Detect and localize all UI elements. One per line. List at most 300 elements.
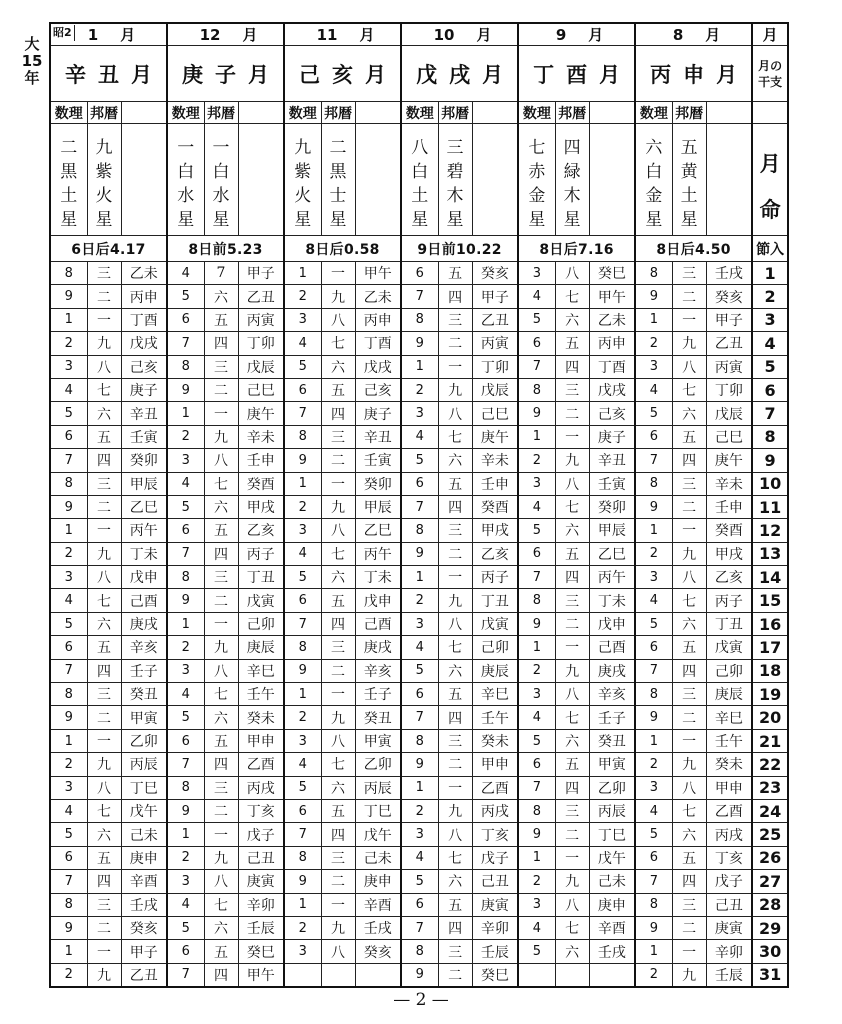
day-row [50, 378, 788, 401]
day-kanshi-cell: 壬戌 [589, 940, 635, 963]
col-header-suri: 数理 [518, 102, 555, 124]
day-houreki-cell [321, 963, 355, 986]
day-kanshi-cell: 辛酉 [355, 893, 401, 916]
era-label: 昭2 [53, 25, 75, 41]
month-kanshi-text: 戊戌月 [416, 61, 516, 87]
day-kanshi-cell: 丙辰 [121, 753, 167, 776]
day-suri-cell: 2 [518, 870, 555, 893]
star-houreki: 九紫火星 [95, 137, 113, 230]
day-houreki-cell: 八 [672, 776, 706, 799]
day-suri-cell: 1 [50, 940, 87, 963]
day-houreki-cell: 七 [204, 683, 238, 706]
day-kanshi-cell: 辛亥 [589, 683, 635, 706]
day-suri-cell: 3 [284, 519, 321, 542]
day-suri-cell: 1 [50, 519, 87, 542]
day-houreki-cell: 三 [321, 636, 355, 659]
day-suri-cell: 9 [284, 659, 321, 682]
day-suri-cell: 3 [167, 870, 204, 893]
day-houreki-cell: 七 [87, 589, 121, 612]
day-kanshi-cell: 乙酉 [472, 776, 518, 799]
day-row [50, 940, 788, 963]
day-houreki-cell: 四 [438, 285, 472, 308]
day-suri-cell: 5 [50, 823, 87, 846]
day-kanshi-cell: 癸亥 [121, 916, 167, 939]
day-suri-cell: 6 [401, 893, 438, 916]
day-kanshi-cell: 庚戌 [121, 612, 167, 635]
day-houreki-cell: 五 [672, 425, 706, 448]
day-suri-cell: 7 [635, 659, 672, 682]
col-header-blank [706, 102, 752, 124]
day-kanshi-cell: 辛巳 [238, 659, 284, 682]
day-kanshi-cell: 戊寅 [706, 636, 752, 659]
day-suri-cell: 9 [50, 706, 87, 729]
day-suri-cell: 1 [518, 846, 555, 869]
day-kanshi-cell: 壬子 [589, 706, 635, 729]
day-kanshi-cell: 丁未 [355, 566, 401, 589]
day-number: 7 [752, 402, 788, 425]
day-suri-cell: 2 [635, 332, 672, 355]
day-suri-cell: 2 [635, 963, 672, 986]
day-kanshi-cell: 壬子 [355, 683, 401, 706]
day-suri-cell: 2 [50, 542, 87, 565]
day-suri-cell: 6 [284, 378, 321, 401]
day-suri-cell: 8 [284, 846, 321, 869]
day-suri-cell: 2 [401, 589, 438, 612]
day-kanshi-cell: 壬寅 [589, 472, 635, 495]
col-header-blank [472, 102, 518, 124]
day-houreki-cell: 九 [204, 846, 238, 869]
day-houreki-cell: 四 [438, 706, 472, 729]
day-suri-cell: 9 [518, 402, 555, 425]
day-kanshi-cell: 己巳 [706, 425, 752, 448]
day-kanshi-cell: 庚子 [589, 425, 635, 448]
day-number: 25 [752, 823, 788, 846]
day-suri-cell: 4 [167, 472, 204, 495]
day-houreki-cell: 二 [555, 612, 589, 635]
day-houreki-cell: 二 [204, 378, 238, 401]
day-houreki-cell: 三 [87, 893, 121, 916]
day-suri-cell: 8 [50, 472, 87, 495]
day-kanshi-cell: 己巳 [472, 402, 518, 425]
day-suri-cell: 3 [518, 893, 555, 916]
day-houreki-cell: 三 [204, 566, 238, 589]
day-kanshi-cell: 癸巳 [589, 262, 635, 285]
day-houreki-cell: 六 [321, 566, 355, 589]
day-houreki-cell: 七 [555, 285, 589, 308]
day-number: 28 [752, 893, 788, 916]
day-kanshi-cell: 辛亥 [355, 659, 401, 682]
day-houreki-cell: 八 [672, 566, 706, 589]
day-row [50, 308, 788, 331]
day-suri-cell: 9 [401, 963, 438, 986]
day-suri-cell: 6 [401, 262, 438, 285]
day-suri-cell: 4 [167, 262, 204, 285]
day-suri-cell: 9 [635, 495, 672, 518]
day-kanshi-cell: 乙丑 [238, 285, 284, 308]
col-header-blank [589, 102, 635, 124]
day-houreki-cell: 四 [672, 870, 706, 893]
month-number: 8 [672, 26, 684, 44]
day-kanshi-cell: 甲子 [121, 940, 167, 963]
day-suri-cell: 9 [167, 378, 204, 401]
day-kanshi-cell: 丙申 [589, 332, 635, 355]
day-houreki-cell: 一 [87, 519, 121, 542]
day-suri-cell: 7 [401, 916, 438, 939]
day-houreki-cell: 五 [204, 308, 238, 331]
month-kanshi [284, 46, 401, 102]
day-number: 11 [752, 495, 788, 518]
day-suri-cell: 5 [284, 776, 321, 799]
day-kanshi-cell: 乙未 [589, 308, 635, 331]
day-suri-cell: 9 [167, 799, 204, 822]
month-suffix: 月 [359, 26, 375, 44]
star-suri-cell [50, 124, 87, 236]
month-header [518, 23, 635, 46]
day-suri-cell: 5 [284, 355, 321, 378]
setsuiri-row [50, 236, 788, 262]
day-suri-cell: 4 [401, 636, 438, 659]
day-houreki-cell: 四 [87, 870, 121, 893]
day-houreki-cell: 八 [555, 893, 589, 916]
day-row [50, 893, 788, 916]
day-houreki-cell: 一 [672, 308, 706, 331]
day-kanshi-cell: 己亥 [355, 378, 401, 401]
day-suri-cell: 4 [50, 378, 87, 401]
day-kanshi-cell: 辛丑 [355, 425, 401, 448]
day-kanshi-cell: 壬寅 [121, 425, 167, 448]
month-kanshi-text: 庚子月 [182, 61, 282, 87]
star-suri: 二黒土星 [60, 137, 78, 230]
day-kanshi-cell: 癸酉 [472, 495, 518, 518]
day-houreki-cell: 二 [555, 823, 589, 846]
day-kanshi-cell: 戊申 [589, 612, 635, 635]
month-kanshi [635, 46, 752, 102]
day-kanshi-cell [589, 963, 635, 986]
day-suri-cell: 7 [167, 753, 204, 776]
day-suri-cell: 1 [635, 729, 672, 752]
day-suri-cell: 7 [518, 776, 555, 799]
day-houreki-cell: 五 [87, 425, 121, 448]
star-suri: 九紫火星 [294, 137, 312, 230]
day-suri-cell: 5 [401, 870, 438, 893]
day-number: 18 [752, 659, 788, 682]
day-kanshi-cell: 戊午 [121, 799, 167, 822]
month-kanshi-text: 丁酉月 [533, 61, 633, 87]
almanac-table [49, 22, 789, 988]
day-suri-cell: 9 [518, 612, 555, 635]
day-houreki-cell: 三 [672, 683, 706, 706]
day-kanshi-cell: 乙酉 [706, 799, 752, 822]
day-kanshi-cell: 庚戌 [589, 659, 635, 682]
day-kanshi-cell: 辛酉 [121, 870, 167, 893]
day-row [50, 495, 788, 518]
day-kanshi-cell: 乙卯 [121, 729, 167, 752]
day-suri-cell: 1 [635, 940, 672, 963]
day-row [50, 753, 788, 776]
day-suri-cell: 3 [401, 612, 438, 635]
day-houreki-cell: 六 [321, 355, 355, 378]
day-suri-cell: 9 [401, 542, 438, 565]
day-suri-cell: 5 [167, 285, 204, 308]
day-suri-cell: 7 [401, 285, 438, 308]
day-houreki-cell: 四 [204, 542, 238, 565]
star-houreki-cell [555, 124, 589, 236]
day-kanshi-cell: 庚子 [121, 378, 167, 401]
star-houreki-cell [438, 124, 472, 236]
day-kanshi-cell: 甲午 [589, 285, 635, 308]
day-suri-cell: 2 [401, 799, 438, 822]
day-kanshi-cell: 丙寅 [472, 332, 518, 355]
day-kanshi-cell: 甲子 [472, 285, 518, 308]
day-houreki-cell: 四 [672, 449, 706, 472]
day-kanshi-cell: 辛卯 [472, 916, 518, 939]
day-houreki-cell: 二 [438, 332, 472, 355]
day-suri-cell: 5 [50, 402, 87, 425]
day-suri-cell: 4 [635, 589, 672, 612]
day-suri-cell: 3 [401, 402, 438, 425]
day-kanshi-cell: 戊辰 [706, 402, 752, 425]
day-kanshi-cell: 辛巳 [706, 706, 752, 729]
day-number: 30 [752, 940, 788, 963]
day-kanshi-cell: 丁亥 [706, 846, 752, 869]
day-suri-cell: 2 [284, 706, 321, 729]
month-number: 11 [316, 26, 338, 44]
day-kanshi-cell: 丙寅 [238, 308, 284, 331]
day-kanshi-cell: 辛丑 [121, 402, 167, 425]
day-houreki-cell: 一 [672, 940, 706, 963]
day-kanshi-cell: 庚寅 [238, 870, 284, 893]
day-houreki-cell: 九 [321, 495, 355, 518]
day-houreki-cell: 八 [204, 870, 238, 893]
star-houreki-cell [87, 124, 121, 236]
day-rows [50, 262, 788, 987]
day-kanshi-cell: 癸未 [472, 729, 518, 752]
day-suri-cell: 2 [50, 332, 87, 355]
col-header-houreki: 邦暦 [672, 102, 706, 124]
day-kanshi-cell: 戊戌 [355, 355, 401, 378]
month-suffix: 月 [120, 26, 136, 44]
day-kanshi-cell: 戊申 [355, 589, 401, 612]
day-houreki-cell: 八 [321, 940, 355, 963]
day-kanshi-cell: 己卯 [238, 612, 284, 635]
star-suri: 六白金星 [645, 137, 663, 230]
day-suri-cell: 1 [401, 776, 438, 799]
col-header-houreki: 邦暦 [87, 102, 121, 124]
day-kanshi-cell: 己酉 [589, 636, 635, 659]
day-kanshi-cell: 己亥 [121, 355, 167, 378]
day-kanshi-cell: 癸未 [706, 753, 752, 776]
day-suri-cell: 3 [50, 566, 87, 589]
day-kanshi-cell: 庚辰 [238, 636, 284, 659]
day-kanshi-cell: 辛丑 [589, 449, 635, 472]
day-suri-cell: 1 [401, 355, 438, 378]
day-number: 27 [752, 870, 788, 893]
day-kanshi-cell: 丁丑 [706, 612, 752, 635]
day-houreki-cell: 九 [204, 425, 238, 448]
day-kanshi-cell: 戊午 [355, 823, 401, 846]
day-houreki-cell: 一 [555, 846, 589, 869]
day-houreki-cell: 五 [87, 846, 121, 869]
setsuiri-value: 8日前5.23 [167, 236, 284, 262]
day-houreki-cell: 二 [672, 495, 706, 518]
day-houreki-cell: 七 [204, 472, 238, 495]
day-kanshi-cell: 甲子 [706, 308, 752, 331]
day-number: 21 [752, 729, 788, 752]
day-suri-cell: 9 [50, 495, 87, 518]
day-kanshi-cell: 甲申 [238, 729, 284, 752]
col-header-suri: 数理 [50, 102, 87, 124]
day-suri-cell: 7 [401, 495, 438, 518]
day-houreki-cell: 七 [555, 916, 589, 939]
day-suri-cell: 1 [284, 683, 321, 706]
kanshi-row [50, 46, 788, 102]
day-row [50, 285, 788, 308]
day-houreki-cell: 七 [321, 753, 355, 776]
star-suri-cell [635, 124, 672, 236]
day-suri-cell: 4 [518, 495, 555, 518]
day-kanshi-cell: 壬午 [472, 706, 518, 729]
day-houreki-cell: 五 [204, 519, 238, 542]
day-suri-cell: 6 [167, 729, 204, 752]
star-blank-cell [355, 124, 401, 236]
day-kanshi-cell: 丁巳 [589, 823, 635, 846]
day-houreki-cell: 六 [87, 402, 121, 425]
right-setsuiri-label: 節入 [752, 236, 788, 262]
day-suri-cell: 6 [167, 519, 204, 542]
day-kanshi-cell: 甲寅 [121, 706, 167, 729]
day-houreki-cell: 九 [87, 332, 121, 355]
day-kanshi-cell: 己酉 [355, 612, 401, 635]
day-houreki-cell: 三 [438, 519, 472, 542]
day-houreki-cell: 三 [438, 940, 472, 963]
day-kanshi-cell: 己丑 [238, 846, 284, 869]
day-suri-cell: 9 [284, 449, 321, 472]
star-suri-cell [401, 124, 438, 236]
day-houreki-cell: 五 [204, 729, 238, 752]
day-number: 23 [752, 776, 788, 799]
day-kanshi-cell: 丁酉 [121, 308, 167, 331]
day-houreki-cell: 五 [672, 846, 706, 869]
day-houreki-cell: 八 [438, 612, 472, 635]
day-houreki-cell: 一 [672, 729, 706, 752]
day-suri-cell: 9 [401, 332, 438, 355]
day-kanshi-cell: 癸巳 [238, 940, 284, 963]
star-suri-cell [167, 124, 204, 236]
day-houreki-cell: 五 [321, 589, 355, 612]
col-header-houreki: 邦暦 [555, 102, 589, 124]
month-kanshi-text: 丙申月 [650, 61, 750, 87]
day-houreki-cell: 五 [438, 683, 472, 706]
day-kanshi-cell: 乙卯 [589, 776, 635, 799]
day-row [50, 846, 788, 869]
day-kanshi-cell: 己亥 [589, 402, 635, 425]
day-houreki-cell: 八 [555, 472, 589, 495]
day-houreki-cell: 五 [321, 799, 355, 822]
day-kanshi-cell: 乙未 [121, 262, 167, 285]
star-houreki: 二黒士星 [329, 137, 347, 230]
day-kanshi-cell: 己卯 [472, 636, 518, 659]
day-houreki-cell: 三 [321, 846, 355, 869]
day-suri-cell: 3 [284, 940, 321, 963]
day-suri-cell: 2 [50, 963, 87, 986]
day-houreki-cell: 八 [87, 566, 121, 589]
day-number: 3 [752, 308, 788, 331]
day-kanshi-cell: 乙丑 [706, 332, 752, 355]
day-houreki-cell: 八 [555, 262, 589, 285]
day-kanshi-cell: 甲午 [238, 963, 284, 986]
day-kanshi-cell: 丁卯 [472, 355, 518, 378]
day-houreki-cell: 二 [204, 799, 238, 822]
day-row [50, 729, 788, 752]
day-kanshi-cell: 乙巳 [121, 495, 167, 518]
day-suri-cell: 4 [167, 683, 204, 706]
day-houreki-cell: 九 [87, 542, 121, 565]
day-houreki-cell: 四 [438, 916, 472, 939]
day-row [50, 612, 788, 635]
day-houreki-cell: 三 [87, 683, 121, 706]
day-suri-cell: 7 [50, 659, 87, 682]
day-kanshi-cell: 戊戌 [121, 332, 167, 355]
day-suri-cell: 4 [167, 893, 204, 916]
day-houreki-cell: 一 [204, 402, 238, 425]
day-number: 29 [752, 916, 788, 939]
month-suffix: 月 [476, 26, 492, 44]
day-kanshi-cell: 丙辰 [589, 799, 635, 822]
day-suri-cell: 5 [635, 612, 672, 635]
day-suri-cell: 2 [518, 659, 555, 682]
day-kanshi-cell: 庚子 [355, 402, 401, 425]
day-suri-cell: 1 [284, 893, 321, 916]
day-houreki-cell: 二 [438, 753, 472, 776]
day-suri-cell: 9 [635, 916, 672, 939]
month-kanshi [167, 46, 284, 102]
day-houreki-cell: 一 [87, 940, 121, 963]
day-suri-cell: 8 [167, 566, 204, 589]
day-suri-cell: 3 [167, 449, 204, 472]
day-kanshi-cell: 丁亥 [238, 799, 284, 822]
day-number: 4 [752, 332, 788, 355]
day-houreki-cell: 七 [438, 636, 472, 659]
day-row [50, 262, 788, 285]
day-suri-cell: 1 [167, 823, 204, 846]
day-houreki-cell: 三 [672, 472, 706, 495]
day-suri-cell: 8 [50, 262, 87, 285]
day-kanshi-cell: 丙午 [121, 519, 167, 542]
day-kanshi-cell: 丙戌 [238, 776, 284, 799]
day-houreki-cell: 九 [555, 659, 589, 682]
day-kanshi-cell: 甲戌 [238, 495, 284, 518]
day-suri-cell: 3 [401, 823, 438, 846]
star-blank-cell [238, 124, 284, 236]
day-kanshi-cell: 戊午 [589, 846, 635, 869]
day-kanshi-cell: 癸丑 [121, 683, 167, 706]
day-kanshi-cell: 庚申 [589, 893, 635, 916]
day-suri-cell: 8 [401, 940, 438, 963]
day-houreki-cell: 一 [204, 612, 238, 635]
day-suri-cell: 9 [50, 916, 87, 939]
day-suri-cell: 1 [518, 425, 555, 448]
col-header-suri: 数理 [167, 102, 204, 124]
day-houreki-cell: 六 [204, 916, 238, 939]
day-kanshi-cell: 丙午 [589, 566, 635, 589]
day-houreki-cell: 一 [438, 566, 472, 589]
day-houreki-cell: 九 [438, 378, 472, 401]
day-row [50, 449, 788, 472]
day-row [50, 683, 788, 706]
day-kanshi-cell: 庚寅 [706, 916, 752, 939]
day-houreki-cell: 五 [672, 636, 706, 659]
right-kanshi-label-text: 月の干支 [758, 58, 783, 89]
